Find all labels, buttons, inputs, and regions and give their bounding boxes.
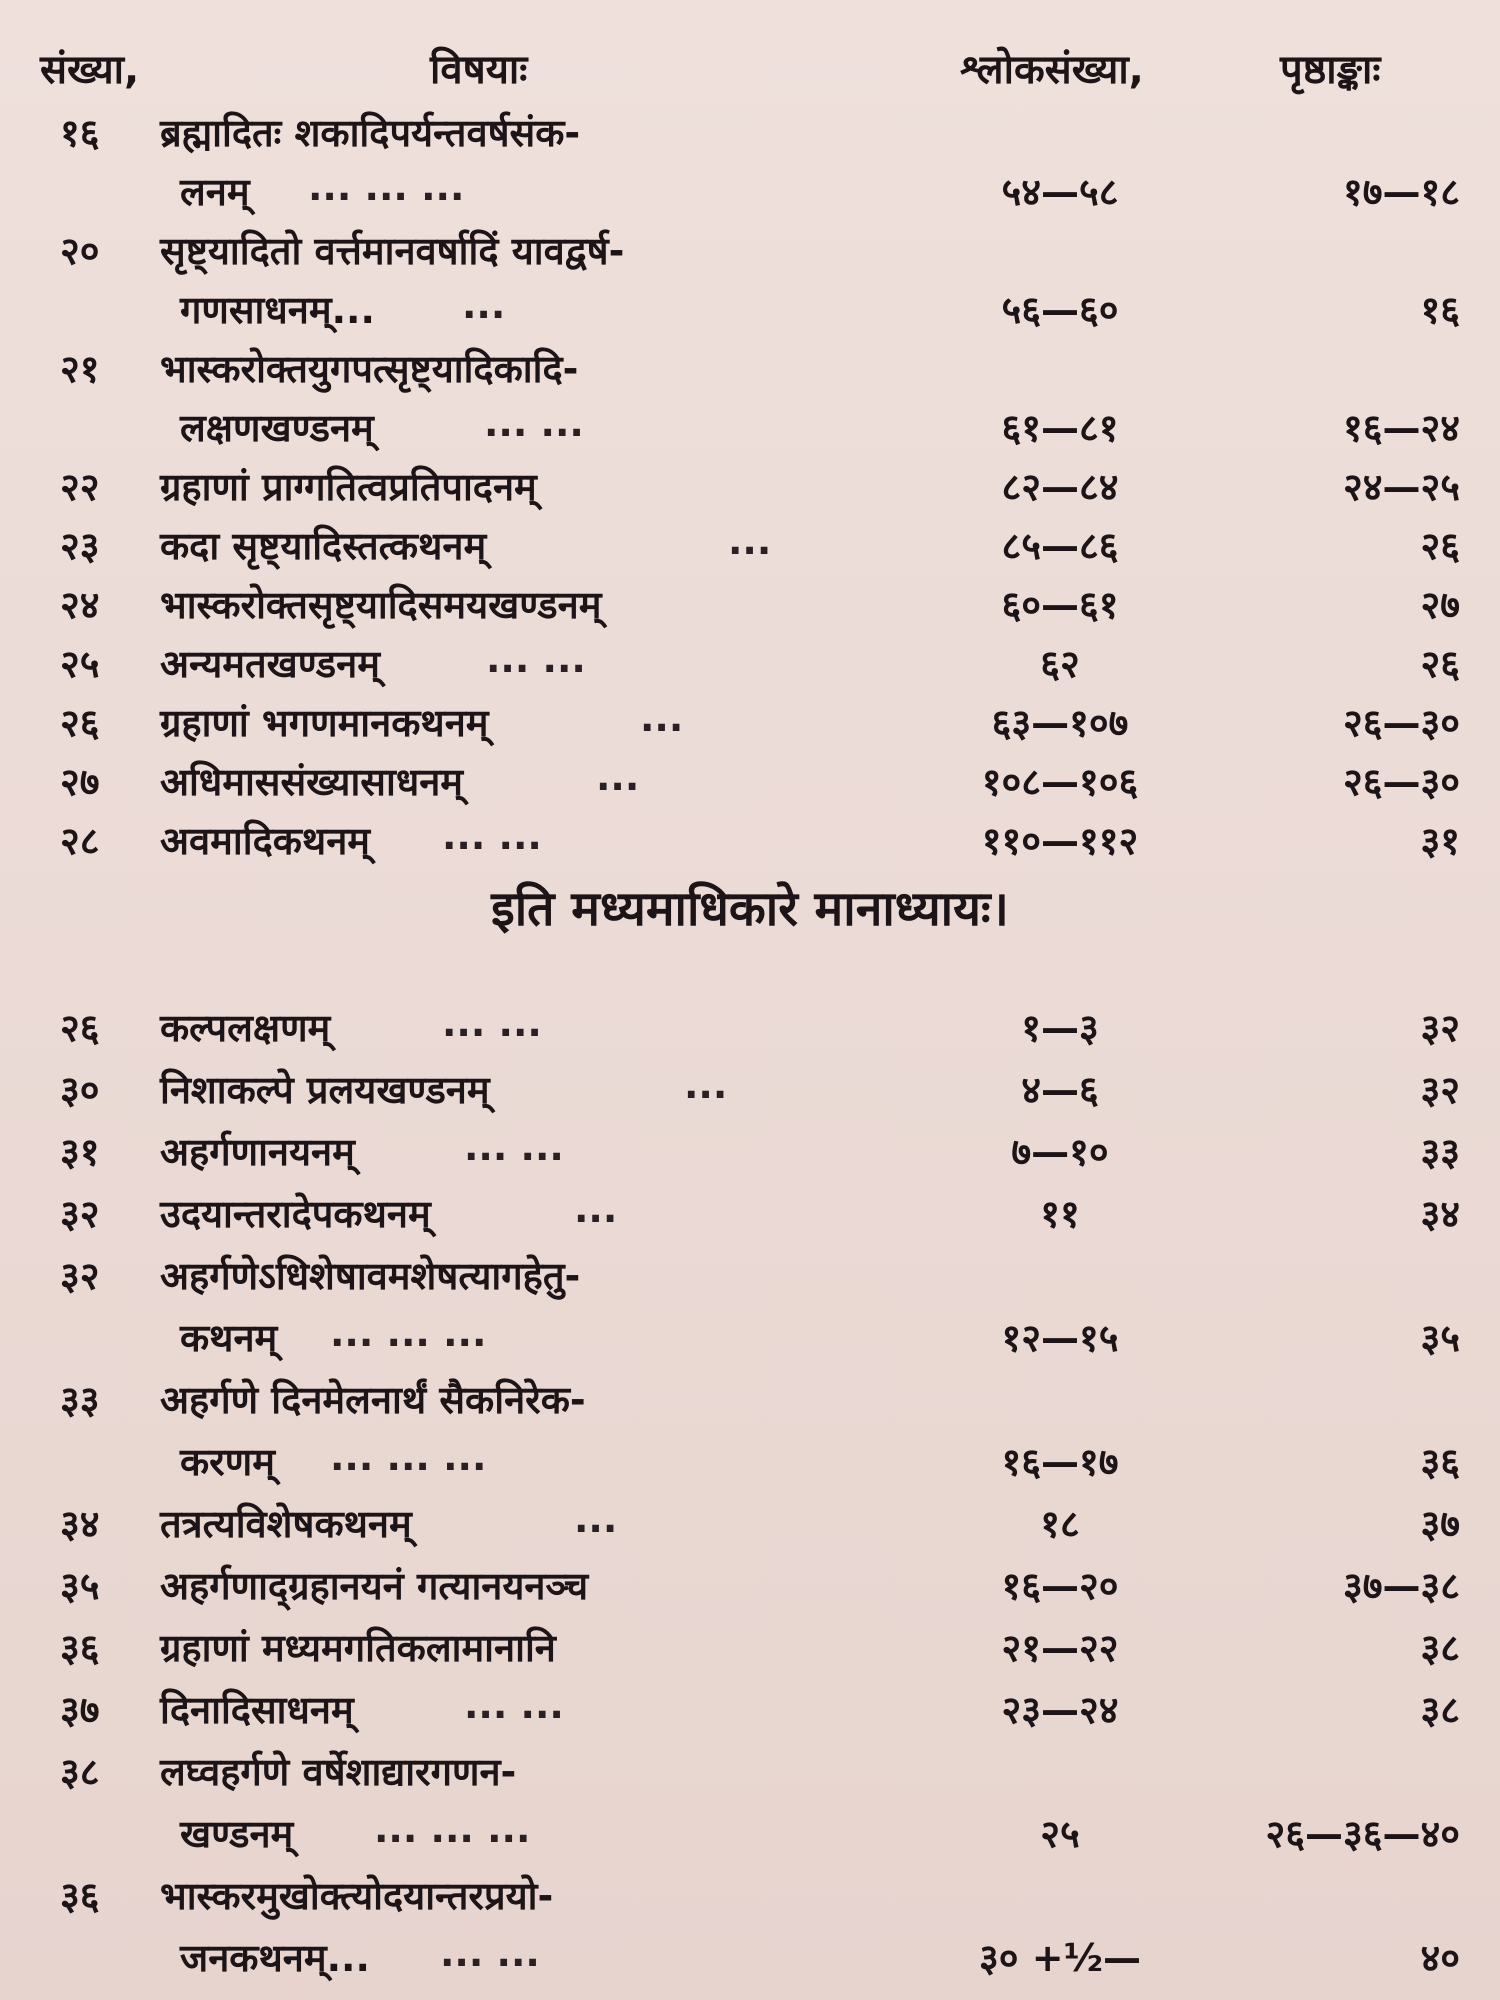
leader-dots: ... <box>462 283 506 327</box>
verse-range: ३० +½— <box>979 1936 1141 1980</box>
entry-title: भास्करमुखोक्त्योदयान्तरप्रयो- <box>160 1874 554 1918</box>
page-range: ३१ <box>1420 819 1460 863</box>
entry-title: कल्पलक्षणम् <box>160 1006 331 1050</box>
entry-title: निशाकल्पे प्रलयखण्डनम् <box>160 1068 490 1112</box>
entry-number: ३२ <box>60 1192 100 1236</box>
page-range: ३८ <box>1420 1688 1460 1732</box>
page-range: ३४ <box>1420 1192 1460 1236</box>
leader-dots: ... ... <box>440 1931 540 1975</box>
list-item <box>40 1553 1460 1613</box>
page-range: ३३ <box>1420 1130 1460 1174</box>
verse-range: १०८—१०६ <box>981 760 1139 804</box>
entry-title: अवमादिकथनम् <box>160 819 371 863</box>
leader-dots: ... <box>684 1063 728 1107</box>
entry-title: ब्रह्मादितः शकादिपर्यन्तवर्षसंक- <box>160 111 581 155</box>
entry-title: लक्षणखण्डनम् <box>180 406 374 450</box>
leader-dots: ... ... <box>484 401 584 445</box>
leader-dots: ... ... <box>486 637 586 681</box>
entry-number: १६ <box>60 111 100 155</box>
entry-title: जनकथनम्... <box>180 1936 370 1980</box>
list-item <box>40 513 1460 573</box>
verse-range: ११०—११२ <box>981 819 1139 863</box>
verse-range: १६—२० <box>1001 1564 1119 1608</box>
list-item <box>40 1119 1460 1179</box>
verse-range: ७—१० <box>1011 1130 1109 1174</box>
entry-number: २२ <box>60 465 100 509</box>
entry-number: ३५ <box>60 1564 100 1608</box>
page-range: २४—२५ <box>1342 465 1460 509</box>
list-item <box>40 277 1460 337</box>
header-number: संख्या, <box>40 47 140 93</box>
entry-title: अहर्गणानयनम् <box>160 1130 355 1174</box>
verse-range: २५ <box>1040 1812 1080 1856</box>
entry-title: अन्यमतखण्डनम् <box>160 642 380 686</box>
entry-title: तत्रत्यविशेषकथनम् <box>160 1502 412 1546</box>
entry-number: ३४ <box>60 1502 100 1546</box>
list-item <box>40 1863 1460 1923</box>
leader-dots: ... <box>640 696 684 740</box>
entry-number: ३३ <box>60 1378 100 1422</box>
entry-number: ३६ <box>60 1874 100 1918</box>
leader-dots: ... <box>728 519 772 563</box>
list-item <box>40 1739 1460 1799</box>
verse-range: ५६—६० <box>1001 288 1119 332</box>
verse-range: २१—२२ <box>1001 1626 1119 1670</box>
entry-title: सृष्ट्यादितो वर्त्तमानवर्षादिं यावद्वर्ष- <box>160 229 625 273</box>
entry-number: ३८ <box>60 1750 100 1794</box>
list-item <box>40 336 1460 396</box>
list-item <box>40 749 1460 809</box>
list-item <box>40 808 1460 868</box>
header-subject: विषयाः <box>430 47 528 93</box>
verse-range: १८ <box>1040 1502 1080 1546</box>
page-range: २६ <box>1420 642 1460 686</box>
leader-dots: ... ... <box>442 1001 542 1045</box>
leader-dots: ... <box>574 1187 618 1231</box>
list-item <box>40 1677 1460 1737</box>
entry-number: २६ <box>60 1006 100 1050</box>
entry-number: २० <box>60 229 100 273</box>
list-item <box>40 572 1460 632</box>
entry-title: अहर्गणे दिनमेलनार्थं सैकनिरेक- <box>160 1378 586 1422</box>
entry-title: अधिमाससंख्यासाधनम् <box>160 760 464 804</box>
entry-title: कथनम् <box>180 1316 278 1360</box>
page-range: १७—१८ <box>1342 170 1460 214</box>
entry-title: ग्रहाणां प्राग्गतित्वप्रतिपादनम् <box>160 465 537 509</box>
list-item <box>40 1243 1460 1303</box>
entry-title: भास्करोक्तसृष्ट्यादिसमयखण्डनम् <box>160 583 602 627</box>
entry-number: २४ <box>60 583 100 627</box>
verse-range: ८५—८६ <box>1001 524 1119 568</box>
page-range: ३६ <box>1420 1440 1460 1484</box>
leader-dots: ... <box>574 1497 618 1541</box>
list-item <box>40 1305 1460 1365</box>
page-range: ३७ <box>1420 1502 1460 1546</box>
leader-dots: ... ... ... <box>374 1807 531 1851</box>
entry-number: ३६ <box>60 1626 100 1670</box>
page-range: २६—३० <box>1342 701 1460 745</box>
list-item <box>40 1925 1460 1985</box>
verse-range: १२—१५ <box>1001 1316 1119 1360</box>
verse-range: १६—१७ <box>1001 1440 1119 1484</box>
leader-dots: ... ... <box>464 1683 564 1727</box>
verse-range: २३—२४ <box>1001 1688 1119 1732</box>
leader-dots: ... ... <box>464 1125 564 1169</box>
verse-range: ६१—८१ <box>1001 406 1119 450</box>
verse-range: ८२—८४ <box>1001 465 1119 509</box>
list-item <box>40 1491 1460 1551</box>
page-range: ३७—३८ <box>1342 1564 1460 1608</box>
list-item <box>40 995 1460 1055</box>
entry-title: उदयान्तरादेपकथनम् <box>160 1192 431 1236</box>
page-range: ३२ <box>1420 1006 1460 1050</box>
entry-title: लघ्वहर्गणे वर्षेशाद्यारगणन- <box>160 1750 517 1794</box>
list-item <box>40 1057 1460 1117</box>
list-item <box>40 1615 1460 1675</box>
leader-dots: ... ... ... <box>308 165 465 209</box>
page-range: १६ <box>1420 288 1460 332</box>
entry-number: २३ <box>60 524 100 568</box>
entry-title: गणसाधनम्... <box>180 288 375 332</box>
entry-title: कदा सृष्ट्यादिस्तत्कथनम् <box>160 524 487 568</box>
entry-title: लनम् <box>180 170 250 214</box>
page-range: ३५ <box>1420 1316 1460 1360</box>
entry-number: ३२ <box>60 1254 100 1298</box>
entry-number: २५ <box>60 642 100 686</box>
list-item <box>40 395 1460 455</box>
page-range: २७ <box>1420 583 1460 627</box>
page-range: २६ <box>1420 524 1460 568</box>
list-item <box>40 454 1460 514</box>
entry-title: करणम् <box>180 1440 275 1484</box>
leader-dots: ... ... <box>442 814 542 858</box>
entry-title: अहर्गणेऽधिशेषावमशेषत्यागहेतु- <box>160 1254 581 1298</box>
verse-range: १—३ <box>1021 1006 1099 1050</box>
entry-title: अहर्गणाद्ग्रहानयनं गत्यानयनञ्च <box>160 1564 589 1608</box>
page-range: ३२ <box>1420 1068 1460 1112</box>
list-item <box>40 100 1460 160</box>
verse-range: ६३—१०७ <box>991 701 1129 745</box>
page-range: ४० <box>1420 1936 1460 1980</box>
verse-range: ४—६ <box>1021 1068 1099 1112</box>
table-header <box>40 40 1470 100</box>
page-range: ३८ <box>1420 1626 1460 1670</box>
leader-dots: ... <box>596 755 640 799</box>
list-item <box>40 218 1460 278</box>
verse-range: ५४—५८ <box>1001 170 1119 214</box>
page-range: १६—२४ <box>1342 406 1460 450</box>
entry-number: २१ <box>60 347 100 391</box>
list-item <box>40 159 1460 219</box>
header-page-number: पृष्ठाङ्काः <box>1280 47 1381 93</box>
entry-number: २८ <box>60 819 100 863</box>
verse-range: ६०—६१ <box>1001 583 1119 627</box>
section-heading: इति मध्यमाधिकारे मानाध्यायः। <box>491 881 1009 937</box>
list-item <box>40 631 1460 691</box>
verse-range: ६२ <box>1040 642 1080 686</box>
header-verse-count: श्लोकसंख्या, <box>960 47 1144 93</box>
leader-dots: ... ... ... <box>330 1311 487 1355</box>
leader-dots: ... ... ... <box>330 1435 487 1479</box>
entry-number: ३० <box>60 1068 100 1112</box>
entry-title: भास्करोक्तयुगपत्सृष्ट्यादिकादि- <box>160 347 579 391</box>
entry-number: ३७ <box>60 1688 100 1732</box>
entry-title: ग्रहाणां मध्यमगतिकलामानानि <box>160 1626 556 1670</box>
verse-range: ११ <box>1040 1192 1080 1236</box>
list-item <box>40 1367 1460 1427</box>
list-item <box>40 690 1460 750</box>
list-item <box>40 1429 1460 1489</box>
entry-number: २७ <box>60 760 100 804</box>
entry-title: ग्रहाणां भगणमानकथनम् <box>160 701 489 745</box>
entry-title: दिनादिसाधनम् <box>160 1688 354 1732</box>
entry-number: ३१ <box>60 1130 100 1174</box>
list-item <box>40 1181 1460 1241</box>
list-item <box>40 1801 1460 1861</box>
entry-title: खण्डनम् <box>180 1812 294 1856</box>
page-range: २६—३६—४० <box>1265 1812 1460 1856</box>
entry-number: २६ <box>60 701 100 745</box>
page-range: २६—३० <box>1342 760 1460 804</box>
